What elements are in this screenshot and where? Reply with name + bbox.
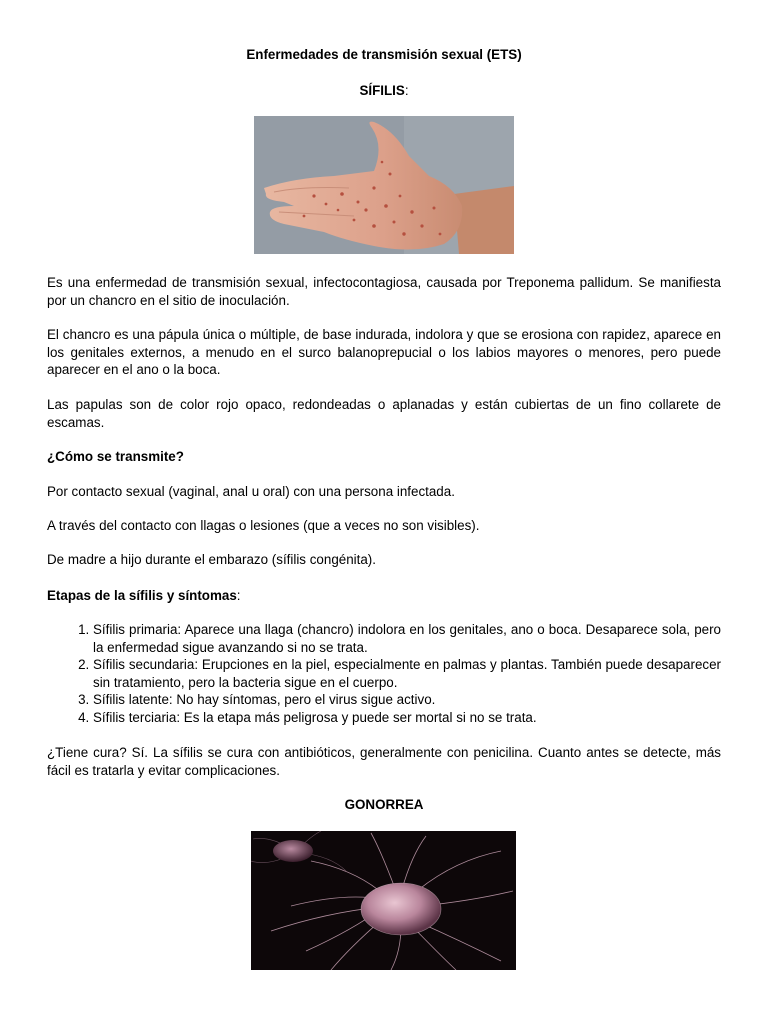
sifilis-heading — [0, 82, 768, 100]
transmission-item: De madre a hijo durante el embarazo (sífilis congénita). — [47, 552, 376, 567]
stage-item: 3. Sífilis latente: No hay síntomas, pero el virus sigue activo. — [93, 691, 721, 709]
sifilis-heading-colon: : — [404, 83, 409, 98]
cure-paragraph: ¿Tiene cura? Sí. La sífilis se cura con antibióticos, generalmente con penicilina. Cuanto antes se detecte, más fácil es tratarla y evitar complicaciones. — [47, 745, 721, 778]
transmission-heading: ¿Cómo se transmite? — [47, 449, 184, 464]
stages-heading-label: Etapas de la sífilis y síntomas — [47, 588, 237, 603]
gonorrea-bacteria-image — [251, 831, 516, 970]
sifilis-heading-label: SÍFILIS — [359, 83, 405, 98]
stage-item: 1. Sífilis primaria: Aparece una llaga (chancro) indolora en los genitales, ano o boca. Desaparece sola, pero la enfermedad sigue avanzando si no se trata. — [93, 621, 721, 656]
sifilis-intro-paragraph-1: Es una enfermedad de transmisión sexual, infectocontagiosa, causada por Treponema pallidum. Se manifiesta por un chancro en el sitio de inoculación. — [47, 275, 721, 308]
transmission-item: Por contacto sexual (vaginal, anal u oral) con una persona infectada. — [47, 484, 455, 499]
stage-item: 4. Sífilis terciaria: Es la etapa más peligrosa y puede ser mortal si no se trata. — [93, 709, 721, 727]
stages-heading-colon: : — [236, 588, 241, 603]
sifilis-hand-image — [254, 116, 514, 254]
sifilis-intro-paragraph-3: Las papulas son de color rojo opaco, redondeadas o aplanadas y están cubiertas de un fino collarete de escamas. — [47, 397, 721, 430]
document-title: Enfermedades de transmisión sexual (ETS) — [246, 47, 522, 62]
stages-heading — [47, 587, 721, 605]
transmission-item: A través del contacto con llagas o lesiones (que a veces no son visibles). — [47, 518, 480, 533]
sifilis-intro-paragraph-2: El chancro es una pápula única o múltiple, de base indurada, indolora y que se erosiona con rapidez, aparece en los genitales externos, a menudo en el surco balanoprepucial o los labios mayores o menores, pero puede aparecer en el ano o la boca. — [47, 327, 721, 377]
gonorrea-heading: GONORREA — [344, 797, 424, 812]
stage-item: 2. Sífilis secundaria: Erupciones en la piel, especialmente en palmas y plantas. También puede desaparecer sin tratamiento, pero la bacteria sigue en el cuerpo. — [93, 656, 721, 691]
stages-list — [47, 621, 721, 726]
